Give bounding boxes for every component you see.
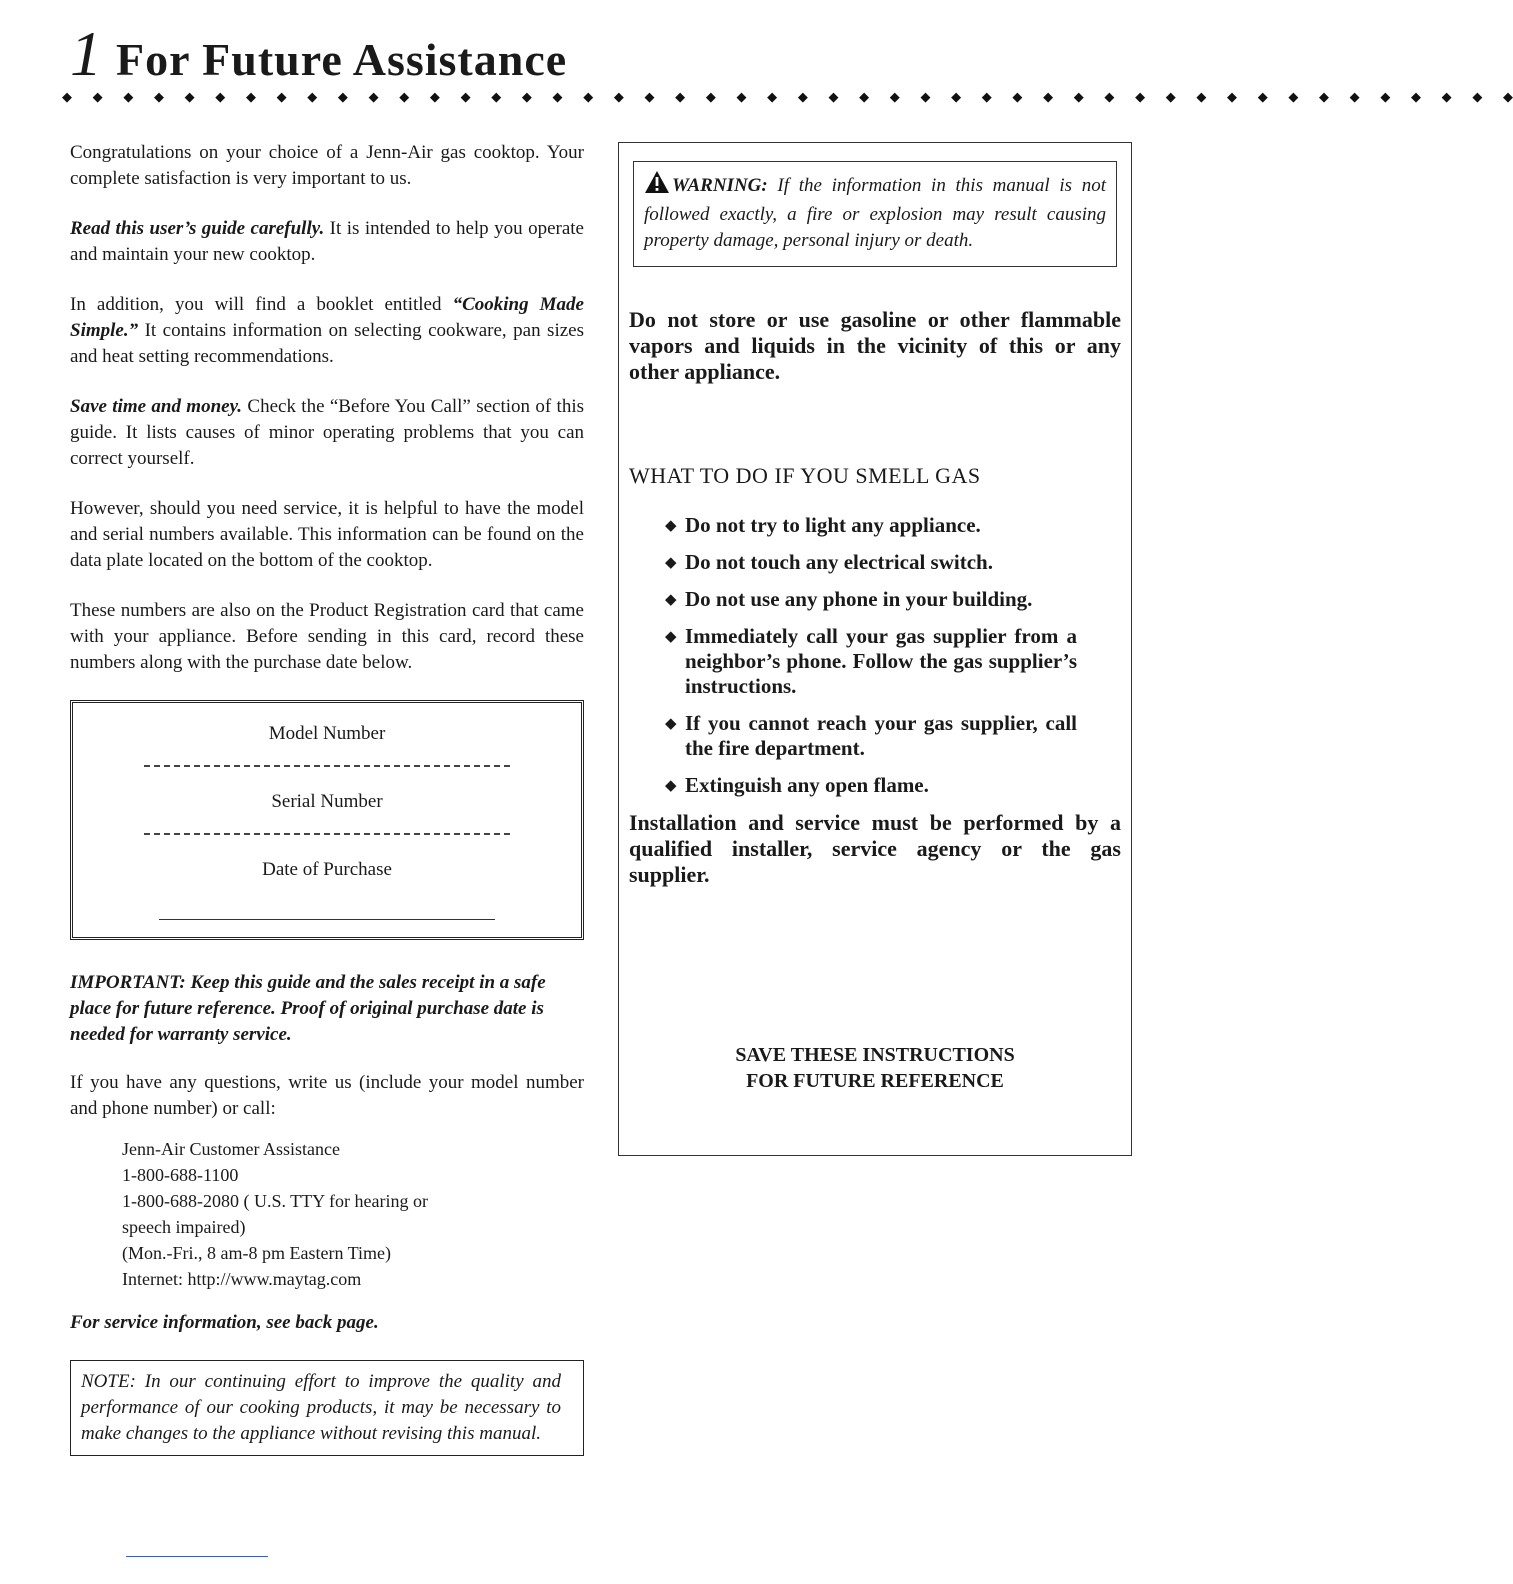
save-instructions (629, 1042, 1121, 1094)
read-guide-paragraph (70, 216, 584, 268)
questions-paragraph: If you have any questions, write us (include your model number and phone number) or call: (70, 1072, 584, 1119)
diamond-bullet-icon: ◆ (665, 627, 677, 645)
diamond-divider: ◆ ◆ ◆ ◆ ◆ ◆ ◆ ◆ ◆ ◆ ◆ ◆ ◆ ◆ ◆ ◆ ◆ ◆ ◆ ◆ ◆ ◆ ◆ ◆ ◆ ◆ ◆ ◆ ◆ ◆ ◆ ◆ ◆ ◆ ◆ ◆ ◆ ◆ ◆ ◆ ◆ ◆ ◆ ◆ ◆ ◆ ◆ ◆ (62, 90, 1513, 105)
save-line-2: FOR FUTURE REFERENCE (746, 1070, 1004, 1092)
warning-box (633, 161, 1117, 267)
contact-phone: 1-800-688-1100 (122, 1165, 239, 1185)
booklet-pre: In addition, you will find a booklet entitled (70, 294, 453, 315)
save-line-1: SAVE THESE INSTRUCTIONS (735, 1044, 1015, 1066)
model-number-label: Model Number (268, 723, 386, 744)
diamond-bullet-icon: ◆ (665, 516, 677, 534)
model-number-field[interactable] (144, 759, 510, 767)
gas-step: ◆ Immediately call your gas supplier from a neighbor’s phone. Follow the gas supplier’s instructions. (665, 624, 1077, 698)
warning-text: If the information in this manual is not followed exactly, a fire or explosion may result causing property damage, personal injury or death. (644, 175, 1106, 251)
read-guide-lead: Read this user’s guide carefully. (70, 218, 325, 239)
diamond-bullet-icon: ◆ (665, 776, 677, 794)
page-header (70, 18, 568, 89)
booklet-post: It contains information on selecting cookware, pan sizes and heat setting recommendations. (70, 320, 584, 367)
diamond-bullet-icon: ◆ (665, 590, 677, 608)
installation-notice: Installation and service must be performed by a qualified installer, service agency or the gas supplier. (629, 810, 1121, 887)
booklet-title: “Cooking Made Simple.” (70, 294, 584, 341)
save-time-paragraph (70, 394, 584, 472)
record-box (70, 700, 584, 940)
gas-step: ◆ Extinguish any open flame. (665, 773, 929, 797)
serial-number-field[interactable] (144, 827, 510, 835)
service-info: For service information, see back page. (70, 1312, 379, 1333)
contact-block (122, 1136, 584, 1292)
gas-heading: WHAT TO DO IF YOU SMELL GAS (629, 463, 981, 488)
note-box: NOTE: In our continuing effort to improve the quality and performance of our cooking products, it may be necessary to make changes to the appliance without revising this manual. (70, 1360, 584, 1456)
gas-step: ◆ Do not use any phone in your building. (665, 587, 1033, 611)
gas-step: ◆ Do not try to light any appliance. (665, 513, 981, 537)
serial-number-label: Serial Number (271, 791, 383, 812)
save-time-lead: Save time and money. (70, 396, 243, 417)
gas-steps-list (629, 513, 1121, 798)
contact-tty: 1-800-688-2080 ( U.S. TTY for hearing or (122, 1191, 428, 1211)
footer-rule (126, 1556, 268, 1557)
left-column (70, 140, 584, 1456)
intro-paragraph: Congratulations on your choice of a Jenn-Air gas cooktop. Your complete satisfaction is very important to us. (70, 142, 584, 189)
booklet-paragraph (70, 292, 584, 370)
important-notice: IMPORTANT: Keep this guide and the sales receipt in a safe place for future reference. Proof of original purchase date is needed for warranty service. (70, 972, 546, 1045)
page-title: For Future Assistance (116, 34, 568, 85)
diamond-bullet-icon: ◆ (665, 553, 677, 571)
safety-panel (618, 142, 1132, 1156)
warning-triangle-icon (644, 170, 670, 202)
registration-paragraph: These numbers are also on the Product Registration card that came with your appliance. Before sending in this card, record these numbers along with the purchase date below. (70, 600, 584, 673)
purchase-date-field[interactable] (159, 919, 495, 920)
service-paragraph: However, should you need service, it is helpful to have the model and serial numbers available. This information can be found on the data plate located on the bottom of the cooktop. (70, 498, 584, 571)
purchase-date-label: Date of Purchase (262, 859, 392, 880)
contact-internet: Internet: http://www.maytag.com (122, 1269, 362, 1289)
flammable-warning: Do not store or use gasoline or other flammable vapors and liquids in the vicinity of this or any other appliance. (629, 307, 1121, 384)
contact-name: Jenn-Air Customer Assistance (122, 1139, 340, 1159)
chapter-number: 1 (70, 18, 102, 89)
gas-step: ◆ Do not touch any electrical switch. (665, 550, 993, 574)
contact-hours: (Mon.-Fri., 8 am-8 pm Eastern Time) (122, 1243, 391, 1263)
warning-label: WARNING: (672, 175, 768, 196)
gas-step: ◆ If you cannot reach your gas supplier, call the fire department. (665, 711, 1077, 760)
contact-tty-cont: speech impaired) (122, 1217, 246, 1237)
save-time-text: Check the “Before You Call” section of this guide. It lists causes of minor operating problems that you can correct yourself. (70, 396, 584, 469)
diamond-bullet-icon: ◆ (665, 714, 677, 732)
read-guide-text: It is intended to help you operate and maintain your new cooktop. (70, 218, 584, 265)
